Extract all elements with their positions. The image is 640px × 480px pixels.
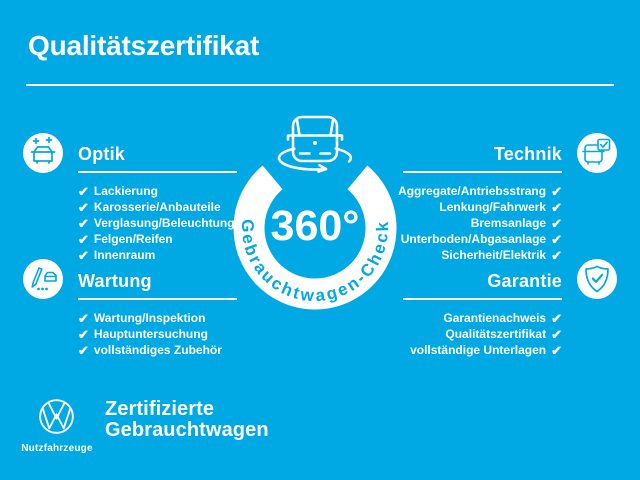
- shield-check-icon: [577, 259, 617, 299]
- service-pencil-icon: [23, 259, 63, 299]
- check-icon: ✔: [551, 183, 562, 199]
- vw-logo: [38, 398, 75, 435]
- badge-ring-label: Gebrauchtwagen-Check: [237, 219, 393, 306]
- checklist-item: [400, 231, 562, 247]
- item-label: Sicherheit/Elektrik: [441, 248, 547, 262]
- car-360-icon: [279, 117, 351, 172]
- checklist-item: [78, 342, 237, 358]
- car-checklist-icon: [577, 133, 617, 173]
- check-icon: ✔: [78, 215, 89, 231]
- check-icon: ✔: [551, 231, 562, 247]
- section-technik: [398, 144, 562, 263]
- brand-logo-caption: Nutzfahrzeuge: [21, 443, 93, 454]
- check-icon: ✔: [551, 215, 562, 231]
- check-icon: ✔: [78, 199, 89, 215]
- item-label: vollständiges Zubehör: [93, 343, 222, 357]
- footer-tagline-line1: Zertifizierte: [105, 398, 215, 420]
- item-label: Hauptuntersuchung: [93, 327, 208, 341]
- section-title-technik: Technik: [493, 144, 562, 164]
- section-rule: [403, 298, 562, 300]
- badge-360: [213, 106, 417, 336]
- check-icon: ✔: [78, 183, 89, 199]
- check-icon: ✔: [551, 310, 562, 326]
- footer-tagline: [105, 399, 269, 441]
- title-divider: [26, 84, 614, 86]
- section-title-wartung: Wartung: [78, 271, 152, 291]
- check-icon: ✔: [78, 247, 89, 263]
- item-label: Unterboden/Abgasanlage: [400, 232, 547, 246]
- item-label: Wartung/Inspektion: [93, 311, 206, 325]
- checklist-item: [403, 342, 562, 358]
- item-label: Lenkung/Fahrwerk: [439, 200, 547, 214]
- check-icon: ✔: [551, 326, 562, 342]
- item-label: Felgen/Reifen: [93, 232, 173, 246]
- section-garantie: [403, 271, 562, 358]
- item-label: Karosserie/Anbauteile: [93, 200, 221, 214]
- checklist-item: [403, 310, 562, 326]
- section-rule: [403, 171, 562, 173]
- item-label: Bremsanlage: [470, 216, 547, 230]
- section-title-optik: Optik: [78, 144, 126, 164]
- item-label: vollständige Unterlagen: [410, 343, 547, 357]
- check-icon: ✔: [78, 342, 89, 358]
- item-label: Aggregate/Antriebsstrang: [398, 184, 547, 198]
- checklist-item: [403, 215, 562, 231]
- check-icon: ✔: [551, 342, 562, 358]
- check-icon: ✔: [78, 231, 89, 247]
- badge-value: 360°: [270, 202, 360, 250]
- item-label: Garantienachweis: [443, 311, 547, 325]
- item-label: Innenraum: [93, 248, 156, 262]
- item-label: Lackierung: [93, 184, 158, 198]
- check-icon: ✔: [551, 199, 562, 215]
- item-label: Verglasung/Beleuchtung: [93, 216, 235, 230]
- checklist-item: [403, 199, 562, 215]
- check-icon: ✔: [78, 326, 89, 342]
- checklist-item: [403, 247, 562, 263]
- item-label: Qualitätszertifikat: [445, 327, 547, 341]
- section-title-garantie: Garantie: [487, 271, 562, 291]
- check-icon: ✔: [551, 247, 562, 263]
- page-title: Qualitätszertifikat: [28, 30, 260, 61]
- checklist-item: [403, 326, 562, 342]
- footer-tagline-line2: Gebrauchtwagen: [105, 419, 269, 441]
- checklist-item: [398, 183, 562, 199]
- car-shine-icon: [23, 133, 63, 173]
- check-icon: ✔: [78, 310, 89, 326]
